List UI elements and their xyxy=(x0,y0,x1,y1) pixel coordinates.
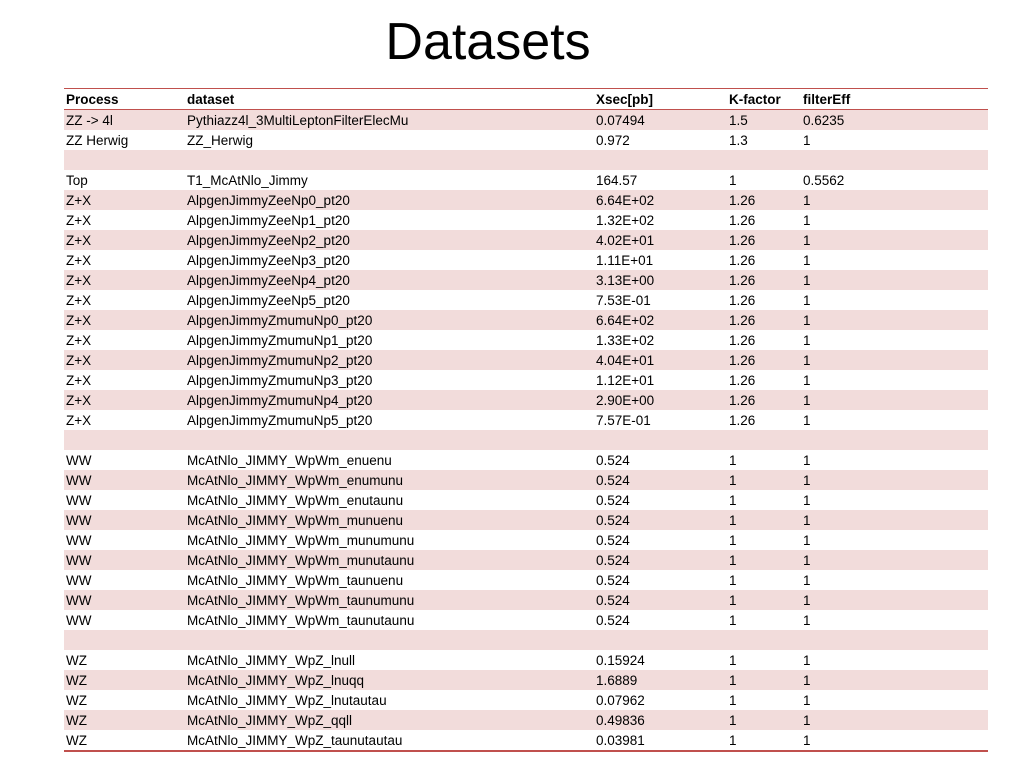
dataset-cell: McAtNlo_JIMMY_WpZ_lnuqq xyxy=(185,670,594,690)
dataset-cell: AlpgenJimmyZmumuNp0_pt20 xyxy=(185,310,594,330)
filtereff-cell: 1 xyxy=(801,370,988,390)
table-row xyxy=(64,610,988,630)
table-row xyxy=(64,730,988,751)
dataset-cell: AlpgenJimmyZmumuNp5_pt20 xyxy=(185,410,594,430)
dataset-cell: AlpgenJimmyZmumuNp3_pt20 xyxy=(185,370,594,390)
dataset-cell: McAtNlo_JIMMY_WpZ_lnull xyxy=(185,650,594,670)
xsec-cell: 6.64E+02 xyxy=(594,310,727,330)
filtereff-cell: 1 xyxy=(801,490,988,510)
dataset-cell: McAtNlo_JIMMY_WpWm_munutaunu xyxy=(185,550,594,570)
kfactor-cell: 1 xyxy=(727,670,801,690)
process-cell: Z+X xyxy=(64,270,185,290)
kfactor-cell: 1.26 xyxy=(727,390,801,410)
table-row xyxy=(64,450,988,470)
column-header-dataset: dataset xyxy=(185,89,594,110)
column-header-xsec: Xsec[pb] xyxy=(594,89,727,110)
kfactor-cell: 1.26 xyxy=(727,410,801,430)
filtereff-cell: 1 xyxy=(801,270,988,290)
filtereff-cell: 1 xyxy=(801,410,988,430)
kfactor-cell: 1.26 xyxy=(727,350,801,370)
dataset-cell: McAtNlo_JIMMY_WpZ_lnutautau xyxy=(185,690,594,710)
xsec-cell: 1.11E+01 xyxy=(594,250,727,270)
kfactor-cell: 1.26 xyxy=(727,370,801,390)
dataset-cell xyxy=(185,430,594,450)
process-cell: WZ xyxy=(64,730,185,751)
filtereff-cell: 0.6235 xyxy=(801,110,988,131)
filtereff-cell: 1 xyxy=(801,670,988,690)
kfactor-cell: 1.26 xyxy=(727,310,801,330)
kfactor-cell: 1 xyxy=(727,710,801,730)
filtereff-cell: 1 xyxy=(801,730,988,751)
process-cell: Z+X xyxy=(64,350,185,370)
process-cell: WW xyxy=(64,510,185,530)
kfactor-cell xyxy=(727,150,801,170)
table-row xyxy=(64,210,988,230)
xsec-cell: 1.33E+02 xyxy=(594,330,727,350)
table-row xyxy=(64,370,988,390)
kfactor-cell: 1 xyxy=(727,690,801,710)
kfactor-cell: 1 xyxy=(727,470,801,490)
table-body xyxy=(64,110,988,752)
kfactor-cell: 1.26 xyxy=(727,250,801,270)
xsec-cell: 0.15924 xyxy=(594,650,727,670)
kfactor-cell: 1.26 xyxy=(727,190,801,210)
process-cell: Z+X xyxy=(64,330,185,350)
process-cell: Z+X xyxy=(64,410,185,430)
xsec-cell: 6.64E+02 xyxy=(594,190,727,210)
process-cell: WZ xyxy=(64,710,185,730)
dataset-cell: Pythiazz4l_3MultiLeptonFilterElecMu xyxy=(185,110,594,131)
table-row xyxy=(64,150,988,170)
process-cell: Z+X xyxy=(64,310,185,330)
xsec-cell: 7.53E-01 xyxy=(594,290,727,310)
table-row xyxy=(64,550,988,570)
xsec-cell: 1.32E+02 xyxy=(594,210,727,230)
process-cell: WW xyxy=(64,530,185,550)
table-row xyxy=(64,430,988,450)
process-cell: Z+X xyxy=(64,230,185,250)
dataset-cell: AlpgenJimmyZeeNp4_pt20 xyxy=(185,270,594,290)
filtereff-cell: 1 xyxy=(801,230,988,250)
dataset-cell: ZZ_Herwig xyxy=(185,130,594,150)
process-cell xyxy=(64,630,185,650)
xsec-cell: 0.524 xyxy=(594,510,727,530)
process-cell xyxy=(64,150,185,170)
xsec-cell: 0.524 xyxy=(594,450,727,470)
xsec-cell: 0.49836 xyxy=(594,710,727,730)
kfactor-cell: 1.5 xyxy=(727,110,801,131)
process-cell: Top xyxy=(64,170,185,190)
dataset-cell: AlpgenJimmyZmumuNp2_pt20 xyxy=(185,350,594,370)
kfactor-cell: 1 xyxy=(727,650,801,670)
kfactor-cell xyxy=(727,430,801,450)
page-title: Datasets xyxy=(385,13,591,71)
kfactor-cell: 1 xyxy=(727,510,801,530)
dataset-cell: AlpgenJimmyZeeNp0_pt20 xyxy=(185,190,594,210)
table-row xyxy=(64,130,988,150)
xsec-cell: 0.524 xyxy=(594,550,727,570)
filtereff-cell: 1 xyxy=(801,610,988,630)
filtereff-cell: 0.5562 xyxy=(801,170,988,190)
column-header-filtereff: filterEff xyxy=(801,89,988,110)
xsec-cell: 0.524 xyxy=(594,530,727,550)
process-cell: Z+X xyxy=(64,370,185,390)
table-row xyxy=(64,270,988,290)
xsec-cell: 0.524 xyxy=(594,590,727,610)
table-row xyxy=(64,530,988,550)
filtereff-cell: 1 xyxy=(801,290,988,310)
xsec-cell xyxy=(594,150,727,170)
dataset-cell: AlpgenJimmyZeeNp3_pt20 xyxy=(185,250,594,270)
xsec-cell: 0.524 xyxy=(594,470,727,490)
kfactor-cell: 1 xyxy=(727,590,801,610)
kfactor-cell: 1.3 xyxy=(727,130,801,150)
xsec-cell: 1.6889 xyxy=(594,670,727,690)
table-row xyxy=(64,690,988,710)
filtereff-cell: 1 xyxy=(801,550,988,570)
filtereff-cell: 1 xyxy=(801,570,988,590)
filtereff-cell: 1 xyxy=(801,710,988,730)
table-row xyxy=(64,350,988,370)
kfactor-cell: 1 xyxy=(727,490,801,510)
dataset-cell: McAtNlo_JIMMY_WpWm_enumunu xyxy=(185,470,594,490)
process-cell: ZZ Herwig xyxy=(64,130,185,150)
dataset-cell xyxy=(185,630,594,650)
table-row xyxy=(64,230,988,250)
xsec-cell: 1.12E+01 xyxy=(594,370,727,390)
dataset-cell: McAtNlo_JIMMY_WpZ_qqll xyxy=(185,710,594,730)
dataset-cell: AlpgenJimmyZmumuNp4_pt20 xyxy=(185,390,594,410)
xsec-cell: 164.57 xyxy=(594,170,727,190)
column-header-process: Process xyxy=(64,89,185,110)
xsec-cell: 2.90E+00 xyxy=(594,390,727,410)
process-cell: ZZ -> 4l xyxy=(64,110,185,131)
kfactor-cell: 1 xyxy=(727,570,801,590)
process-cell: WZ xyxy=(64,690,185,710)
datasets-table xyxy=(64,88,988,752)
table-row xyxy=(64,570,988,590)
dataset-cell: McAtNlo_JIMMY_WpWm_munuenu xyxy=(185,510,594,530)
table-row xyxy=(64,510,988,530)
process-cell: Z+X xyxy=(64,190,185,210)
table-row xyxy=(64,710,988,730)
filtereff-cell: 1 xyxy=(801,470,988,490)
kfactor-cell: 1.26 xyxy=(727,330,801,350)
table-row xyxy=(64,290,988,310)
process-cell: WZ xyxy=(64,670,185,690)
process-cell xyxy=(64,430,185,450)
filtereff-cell: 1 xyxy=(801,650,988,670)
table-row xyxy=(64,390,988,410)
xsec-cell: 7.57E-01 xyxy=(594,410,727,430)
table-row xyxy=(64,190,988,210)
process-cell: Z+X xyxy=(64,250,185,270)
process-cell: WW xyxy=(64,550,185,570)
kfactor-cell: 1 xyxy=(727,730,801,751)
xsec-cell: 3.13E+00 xyxy=(594,270,727,290)
dataset-cell: McAtNlo_JIMMY_WpWm_enutaunu xyxy=(185,490,594,510)
filtereff-cell: 1 xyxy=(801,450,988,470)
column-header-kfactor: K-factor xyxy=(727,89,801,110)
filtereff-cell: 1 xyxy=(801,210,988,230)
kfactor-cell: 1 xyxy=(727,530,801,550)
filtereff-cell: 1 xyxy=(801,510,988,530)
process-cell: WW xyxy=(64,570,185,590)
table-row xyxy=(64,470,988,490)
process-cell: WW xyxy=(64,610,185,630)
table-row xyxy=(64,330,988,350)
filtereff-cell: 1 xyxy=(801,390,988,410)
kfactor-cell: 1.26 xyxy=(727,290,801,310)
filtereff-cell: 1 xyxy=(801,590,988,610)
process-cell: WW xyxy=(64,490,185,510)
process-cell: WW xyxy=(64,450,185,470)
dataset-cell: McAtNlo_JIMMY_WpWm_enuenu xyxy=(185,450,594,470)
filtereff-cell: 1 xyxy=(801,190,988,210)
xsec-cell: 0.524 xyxy=(594,570,727,590)
table-row xyxy=(64,410,988,430)
process-cell: WZ xyxy=(64,650,185,670)
table-row xyxy=(64,670,988,690)
xsec-cell xyxy=(594,430,727,450)
dataset-cell xyxy=(185,150,594,170)
filtereff-cell: 1 xyxy=(801,130,988,150)
kfactor-cell: 1 xyxy=(727,610,801,630)
xsec-cell xyxy=(594,630,727,650)
table-row xyxy=(64,650,988,670)
xsec-cell: 0.07962 xyxy=(594,690,727,710)
kfactor-cell: 1.26 xyxy=(727,230,801,250)
filtereff-cell xyxy=(801,150,988,170)
table-row xyxy=(64,110,988,131)
kfactor-cell: 1.26 xyxy=(727,210,801,230)
kfactor-cell xyxy=(727,630,801,650)
kfactor-cell: 1 xyxy=(727,450,801,470)
filtereff-cell: 1 xyxy=(801,250,988,270)
dataset-cell: T1_McAtNlo_Jimmy xyxy=(185,170,594,190)
dataset-cell: AlpgenJimmyZeeNp1_pt20 xyxy=(185,210,594,230)
table-header-row xyxy=(64,89,988,110)
dataset-cell: AlpgenJimmyZmumuNp1_pt20 xyxy=(185,330,594,350)
table-row xyxy=(64,170,988,190)
table-row xyxy=(64,490,988,510)
table-row xyxy=(64,590,988,610)
table-row xyxy=(64,630,988,650)
dataset-cell: AlpgenJimmyZeeNp5_pt20 xyxy=(185,290,594,310)
filtereff-cell: 1 xyxy=(801,310,988,330)
process-cell: WW xyxy=(64,590,185,610)
process-cell: Z+X xyxy=(64,290,185,310)
process-cell: Z+X xyxy=(64,210,185,230)
process-cell: Z+X xyxy=(64,390,185,410)
xsec-cell: 0.972 xyxy=(594,130,727,150)
kfactor-cell: 1 xyxy=(727,550,801,570)
filtereff-cell: 1 xyxy=(801,330,988,350)
dataset-cell: McAtNlo_JIMMY_WpWm_taunumunu xyxy=(185,590,594,610)
xsec-cell: 0.524 xyxy=(594,610,727,630)
dataset-cell: McAtNlo_JIMMY_WpWm_taunutaunu xyxy=(185,610,594,630)
dataset-cell: McAtNlo_JIMMY_WpWm_munumunu xyxy=(185,530,594,550)
filtereff-cell xyxy=(801,630,988,650)
xsec-cell: 0.03981 xyxy=(594,730,727,751)
xsec-cell: 4.02E+01 xyxy=(594,230,727,250)
kfactor-cell: 1.26 xyxy=(727,270,801,290)
filtereff-cell xyxy=(801,430,988,450)
dataset-cell: McAtNlo_JIMMY_WpZ_taunutautau xyxy=(185,730,594,751)
table-row xyxy=(64,310,988,330)
table-row xyxy=(64,250,988,270)
xsec-cell: 4.04E+01 xyxy=(594,350,727,370)
xsec-cell: 0.524 xyxy=(594,490,727,510)
xsec-cell: 0.07494 xyxy=(594,110,727,131)
process-cell: WW xyxy=(64,470,185,490)
dataset-cell: McAtNlo_JIMMY_WpWm_taunuenu xyxy=(185,570,594,590)
dataset-cell: AlpgenJimmyZeeNp2_pt20 xyxy=(185,230,594,250)
filtereff-cell: 1 xyxy=(801,350,988,370)
kfactor-cell: 1 xyxy=(727,170,801,190)
filtereff-cell: 1 xyxy=(801,530,988,550)
filtereff-cell: 1 xyxy=(801,690,988,710)
